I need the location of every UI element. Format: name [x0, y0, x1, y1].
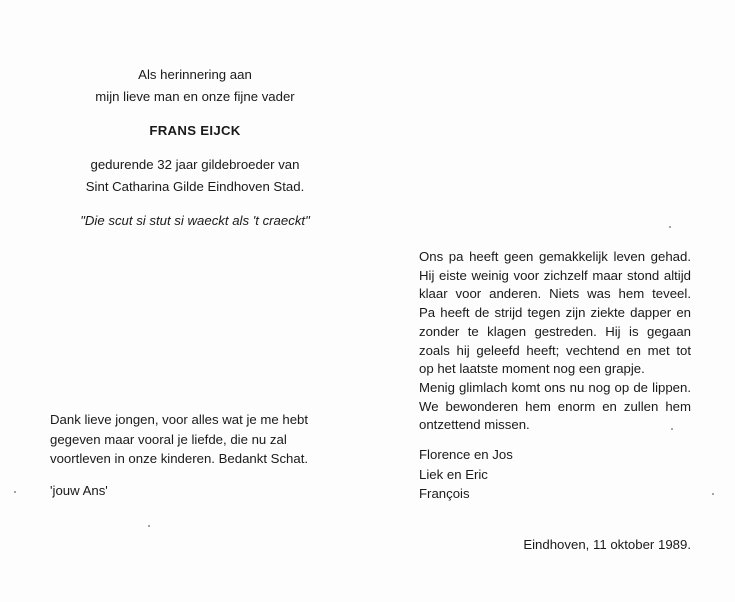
paper-speck — [669, 226, 671, 228]
deceased-name: FRANS EIJCK — [149, 123, 241, 138]
family-name: François — [419, 486, 470, 501]
intro-line: Als herinnering aan — [138, 67, 252, 82]
tribute-line: zoals hij geleefd heeft; vechtend en met tot — [419, 342, 691, 358]
family-names — [419, 445, 513, 504]
tribute-line: Pa heeft de strijd tegen zijn ziekte dapper en — [419, 305, 691, 321]
tribute-line: ontzettend missen. — [419, 417, 530, 433]
tribute-line: We bewonderen hem enorm en zullen hem — [419, 398, 691, 414]
thanks-line: voortleven in onze kinderen. Bedankt Schat. — [50, 451, 309, 466]
guild-motto: "Die scut si stut si waeckt als 't craeckt" — [80, 213, 310, 228]
paper-speck — [712, 493, 714, 495]
signature: 'jouw Ans' — [50, 482, 108, 498]
right-tribute — [419, 248, 691, 435]
tribute-line: Hij eiste weinig voor zichzelf maar stond altijd — [419, 267, 691, 283]
tribute-line: zonder te klagen gestreden. Hij is gegaan — [419, 323, 691, 339]
thanks-line: gegeven maar vooral je liefde, die nu zal — [50, 431, 287, 447]
intro-line: mijn lieve man en onze fijne vader — [95, 89, 295, 104]
thanks-line: Dank lieve jongen, voor alles wat je me hebt — [50, 412, 309, 427]
family-name: Florence en Jos — [419, 447, 513, 462]
family-name: Liek en Eric — [419, 466, 488, 482]
place-date: Eindhoven, 11 oktober 1989. — [523, 537, 691, 552]
guild-line: gedurende 32 jaar gildebroeder van — [90, 157, 300, 172]
paper-speck — [148, 525, 150, 527]
left-dedication — [40, 64, 350, 232]
left-thanks — [50, 410, 350, 500]
paper-speck — [671, 428, 673, 430]
tribute-line: klaar voor anderen. Niets was hem teveel. — [419, 286, 691, 302]
tribute-line: Menig glimlach komt ons nu nog op de lippen. — [419, 379, 691, 395]
tribute-line: op het laatste moment nog een grapje. — [419, 361, 645, 377]
tribute-line: Ons pa heeft geen gemakkelijk leven gehad. — [419, 249, 691, 264]
paper-speck — [14, 491, 16, 493]
guild-line: Sint Catharina Gilde Eindhoven Stad. — [85, 179, 305, 194]
